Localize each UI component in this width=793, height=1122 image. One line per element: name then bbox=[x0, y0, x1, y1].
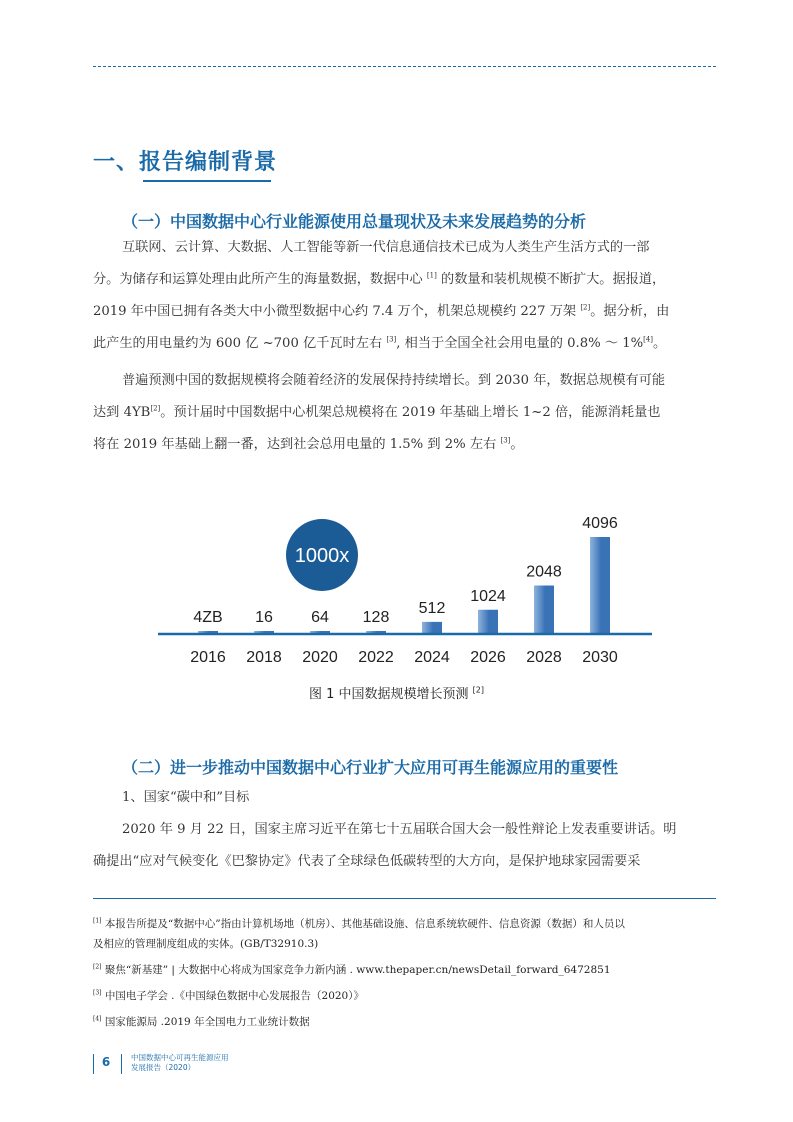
footnote-1 bbox=[93, 914, 723, 954]
footnote-ref: [1] bbox=[93, 917, 102, 925]
footnote-line: [4] 国家能源局 .2019 年全国电力工业统计数据 bbox=[93, 1015, 310, 1028]
top-dashed-rule bbox=[93, 66, 716, 67]
x-tick-label-2018: 2018 bbox=[246, 649, 282, 666]
value-label-2028: 2048 bbox=[526, 563, 562, 581]
citation-ref[interactable]: [3] bbox=[386, 335, 397, 344]
footnote-line: [1] 本报告所提及“数据中心”指由计算机场地（机房）、其他基础设施、信息系统软硬件、信息资源（数据）和人员以 bbox=[93, 917, 625, 930]
value-label-2022: 128 bbox=[362, 608, 390, 626]
citation-ref[interactable]: [4] bbox=[643, 335, 654, 344]
text-line: 此产生的用电量约为 600 亿 ~700 亿千瓦时左右 [3], 相当于全国全社会用电量的 0.8% ～ 1%[4]。 bbox=[93, 335, 667, 351]
text-line: 普遍预测中国的数据规模将会随着经济的发展保持持续增长。到 2030 年，数据总规模有可能 bbox=[122, 373, 666, 388]
bar-2024 bbox=[422, 622, 442, 634]
citation-ref[interactable]: [1] bbox=[426, 271, 437, 280]
x-tick-label-2026: 2026 bbox=[470, 649, 506, 666]
footnote-rule bbox=[93, 898, 716, 899]
value-label-2018: 16 bbox=[255, 609, 273, 626]
text-line: 确提出“应对气候变化《巴黎协定》代表了全球绿色低碳转型的大方向，是保护地球家园需要采 bbox=[93, 854, 641, 869]
footnote-line: [3] 中国电子学会 .《中国绿色数据中心发展报告（2020）》 bbox=[93, 989, 364, 1002]
text-line: 将在 2019 年基础上翻一番，达到社会总用电量的 1.5% 到 2% 左右 [3]。 bbox=[93, 436, 524, 452]
citation-ref[interactable]: [2] bbox=[150, 404, 161, 413]
page-heading: 一、报告编制背景 bbox=[93, 150, 278, 175]
x-tick-label-2028: 2028 bbox=[526, 649, 562, 666]
bubble-label: 1000x bbox=[294, 545, 350, 567]
growth-bubble bbox=[286, 519, 358, 591]
footnote-2 bbox=[93, 960, 723, 980]
x-tick-label-2030: 2030 bbox=[582, 649, 618, 666]
x-tick-label-2024: 2024 bbox=[414, 649, 450, 666]
footer-title-line: 发展报告（2020） bbox=[131, 1063, 196, 1072]
heading-underline bbox=[143, 180, 271, 182]
subheading: 1、国家“碳中和”目标 bbox=[122, 790, 250, 805]
citation-ref[interactable]: [3] bbox=[500, 436, 511, 445]
footnote-line: [2] 聚焦“新基建” | 大数据中心将成为国家竞争力新内涵 . www.thepaper.cn/newsDetail_forward_6472851 bbox=[93, 963, 611, 976]
value-label-2016: 4ZB bbox=[193, 609, 223, 626]
text-line: 互联网、云计算、大数据、人工智能等新一代信息通信技术已成为人类生产生活方式的一部 bbox=[122, 240, 650, 255]
footnote-4 bbox=[93, 1012, 723, 1032]
value-label-2024: 512 bbox=[418, 599, 446, 617]
footer-title-line: 中国数据中心可再生能源应用 bbox=[131, 1053, 229, 1062]
text-line: 2020 年 9 月 22 日，国家主席习近平在第七十五届联合国大会一般性辩论上发表重要讲话。明 bbox=[122, 822, 677, 837]
x-tick-label-2020: 2020 bbox=[302, 649, 338, 666]
footnote-3 bbox=[93, 986, 723, 1006]
x-tick-label-2016: 2016 bbox=[190, 649, 226, 666]
data-growth-chart bbox=[150, 500, 660, 700]
page-footer-title bbox=[131, 1053, 229, 1073]
value-label-2030: 4096 bbox=[582, 515, 618, 532]
figure-caption: 图 1 中国数据规模增长预测 [2] bbox=[308, 685, 485, 702]
footnote-ref: [4] bbox=[93, 1015, 102, 1023]
section2-heading: （二）进一步推动中国数据中心行业扩大应用可再生能源应用的重要性 bbox=[122, 758, 619, 777]
section1-heading: （一）中国数据中心行业能源使用总量现状及未来发展趋势的分析 bbox=[122, 212, 587, 231]
footnote-ref: [3] bbox=[93, 989, 102, 997]
value-label-2026: 1024 bbox=[470, 587, 506, 605]
section1-paragraph-2 bbox=[93, 365, 717, 461]
footnote-line: 及相应的管理制度组成的实体。(GB/T32910.3) bbox=[93, 938, 319, 950]
section1-paragraph-1 bbox=[93, 232, 717, 360]
bar-2030 bbox=[590, 537, 610, 634]
x-tick-label-2022: 2022 bbox=[358, 649, 394, 666]
value-label-2020: 64 bbox=[311, 609, 329, 626]
page-footer-divider bbox=[93, 1054, 94, 1074]
footnote-ref: [2] bbox=[93, 963, 102, 971]
text-line: 2019 年中国已拥有各类大中小微型数据中心约 7.4 万个，机架总规模约 227 万架 [2]。据分析，由 bbox=[93, 303, 670, 319]
citation-ref[interactable]: [2] bbox=[580, 303, 591, 312]
bar-2026 bbox=[478, 610, 498, 634]
page-footer-divider bbox=[121, 1054, 122, 1074]
page-number: 6 bbox=[101, 1055, 111, 1069]
text-line: 达到 4YB[2]。预计届时中国数据中心机架总规模将在 2019 年基础上增长 1~2 倍，能源消耗量也 bbox=[93, 404, 661, 420]
bar-2028 bbox=[534, 586, 554, 635]
text-line: 分。为储存和运算处理由此所产生的海量数据，数据中心 [1] 的数量和装机规模不断扩大。据报道， bbox=[93, 271, 666, 287]
citation-ref[interactable]: [2] bbox=[472, 685, 485, 695]
section2-body bbox=[93, 782, 717, 878]
